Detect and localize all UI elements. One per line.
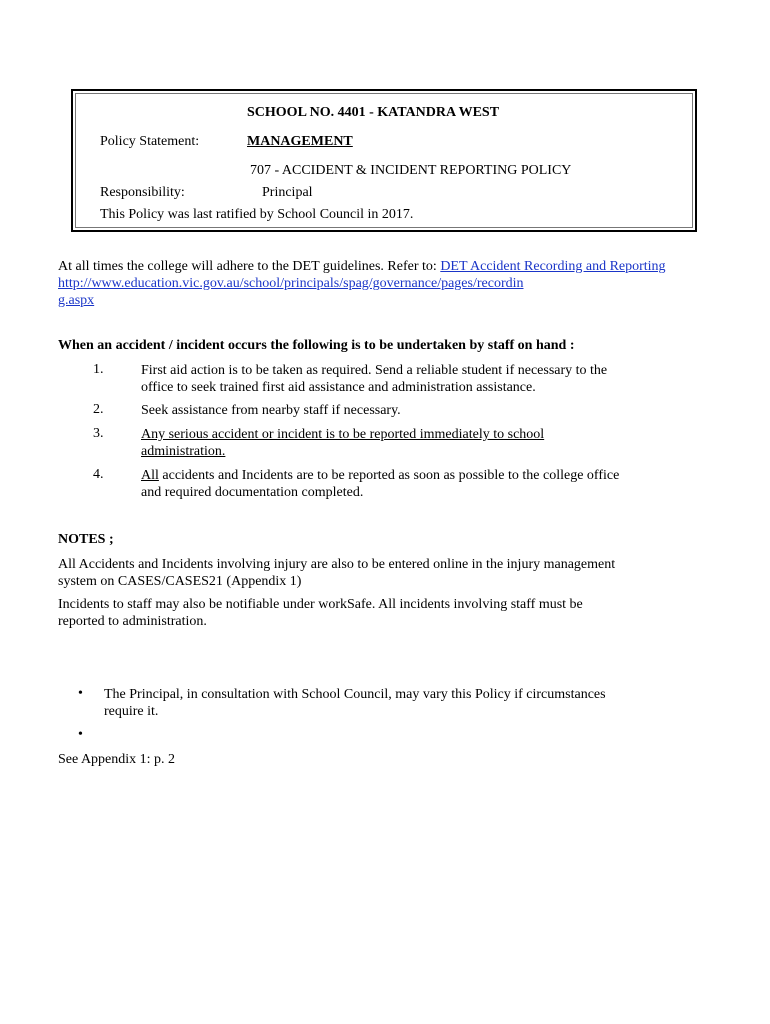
policy-name: 707 - ACCIDENT & INCIDENT REPORTING POLICY (250, 163, 572, 178)
appendix-reference: See Appendix 1: p. 2 (58, 752, 176, 767)
intro-url-line (58, 275, 688, 292)
list-item-3-number: 3. (93, 426, 104, 441)
responsibility-label: Responsibility: (100, 185, 185, 200)
list-item-3-line1: Any serious accident or incident is to be reported immediately to school (141, 427, 545, 442)
list-item-4-number: 4. (93, 467, 104, 482)
intro-paragraph (58, 258, 688, 275)
notes-paragraph-1-line1: All Accidents and Incidents involving injury are also to be entered online in the injury management (58, 557, 616, 572)
det-url-link-line1[interactable]: http://www.education.vic.gov.au/school/principals/spag/governance/pages/recordin (58, 276, 524, 291)
bullet-item-1 (104, 686, 664, 720)
intro-text: At all times the college will adhere to the DET guidelines. Refer to: (58, 259, 441, 274)
list-item-1-line1: First aid action is to be taken as required. Send a reliable student if necessary to the (141, 363, 608, 378)
list-item-4 (141, 467, 701, 501)
notes-heading: NOTES ; (58, 532, 114, 547)
intro-url-line-2 (58, 292, 688, 309)
procedure-heading: When an accident / incident occurs the following is to be undertaken by staff on hand : (58, 338, 575, 353)
responsibility-value: Principal (262, 185, 313, 200)
list-item-1-number: 1. (93, 362, 104, 377)
bullet-item-1-line1: The Principal, in consultation with School Council, may vary this Policy if circumstances (104, 687, 606, 702)
ratified-statement: This Policy was last ratified by School Council in 2017. (100, 207, 414, 222)
det-guidelines-link[interactable]: DET Accident Recording and Reporting (440, 259, 666, 274)
list-item-4-line1-wrap (141, 467, 701, 484)
list-item-4-line1: accidents and Incidents are to be reported as soon as possible to the college office (158, 468, 620, 483)
notes-paragraph-1-line2: system on CASES/CASES21 (Appendix 1) (58, 574, 302, 589)
notes-paragraph-2 (58, 596, 688, 630)
policy-statement-label: Policy Statement: (100, 134, 200, 149)
list-item-1 (141, 362, 701, 396)
list-item-3-line2: administration. (141, 444, 226, 459)
bullet-icon: • (78, 686, 83, 701)
det-url-link-line2[interactable]: g.aspx (58, 293, 95, 308)
notes-paragraph-2-line1: Incidents to staff may also be notifiable under workSafe. All incidents involving staff must be (58, 597, 583, 612)
policy-statement-value: MANAGEMENT (247, 134, 353, 149)
list-item-1-line2: office to seek trained first aid assistance and administration assistance. (141, 380, 536, 395)
list-item-2 (141, 402, 701, 419)
list-item-4-underlined: All (141, 468, 159, 483)
notes-paragraph-1 (58, 556, 688, 590)
list-item-4-line2: and required documentation completed. (141, 485, 364, 500)
notes-paragraph-2-line2: reported to administration. (58, 614, 207, 629)
list-item-2-number: 2. (93, 402, 104, 417)
list-item-2-line1: Seek assistance from nearby staff if necessary. (141, 403, 401, 418)
bullet-icon-empty: • (78, 727, 83, 742)
school-title: SCHOOL NO. 4401 - KATANDRA WEST (247, 105, 500, 120)
bullet-item-1-line2: require it. (104, 704, 159, 719)
list-item-3 (141, 426, 701, 460)
